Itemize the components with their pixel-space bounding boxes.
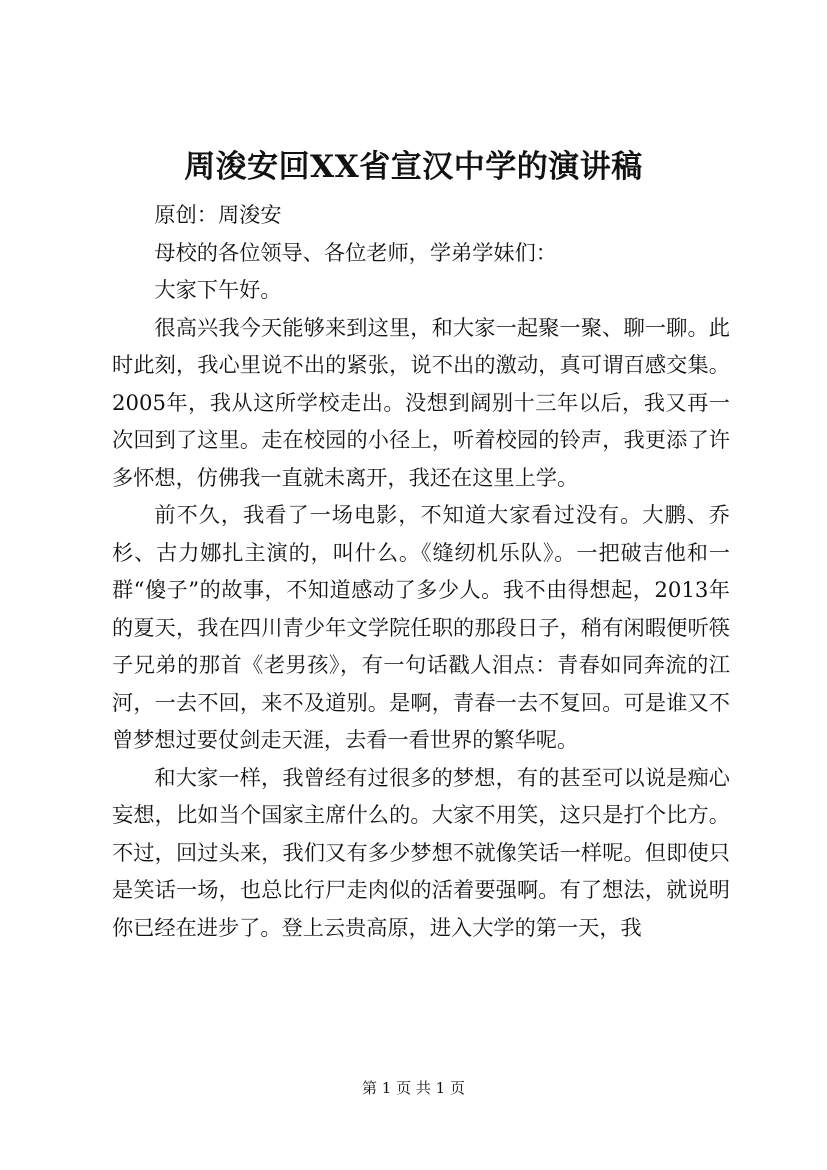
salutation: 母校的各位领导、各位老师，学弟学妹们： [154,239,557,265]
author-line: 原创：周浚安 [154,202,282,227]
document-title: 周浚安回XX省宣汉中学的演讲稿 [184,149,643,185]
paragraph-3: 和大家一样，我曾经有过很多的梦想，有的甚至可以说是痴心妄想，比如当个国家主席什么的。大家不用笑，这只是打个比方。不过，回过头来，我们又有多少梦想不就像笑话一样呢。但即使只是笑话一场，也总比行尸走肉似的活着要强啊。有了想法，就说明你已经在进步了。登上云贵高原，进入大学的第一天，我 [112,764,730,940]
paragraph-1: 很高兴我今天能够来到这里，和大家一起聚一聚、聊一聊。此时此刻，我心里说不出的紧张，说不出的激动，真可谓百感交集。2005年，我从这所学校走出。没想到阔别十三年以后，我又再一次回到了这里。走在校园的小径上，听着校园的铃声，我更添了许多怀想，仿佛我一直就未离开，我还在这里上学。 [112,314,730,490]
page-footer: 第 1 页 共 1 页 [362,1079,465,1097]
paragraph-2: 前不久，我看了一场电影，不知道大家看过没有。大鹏、乔杉、古力娜扎主演的，叫什么。《缝纫机乐队》。一把破吉他和一群“傻子”的故事，不知道感动了多少人。我不由得想起，2013年的夏天，我在四川青少年文学院任职的那段日子，稍有闲暇便听筷子兄弟的那首《老男孩》，有一句话戳人泪点：青春如同奔流的江河，一去不回，来不及道别。是啊，青春一去不复回。可是谁又不曾梦想过要仗剑走天涯，去看一看世界的繁华呢。 [112,502,730,752]
document-body [112,196,730,946]
greeting: 大家下午好。 [154,277,282,302]
